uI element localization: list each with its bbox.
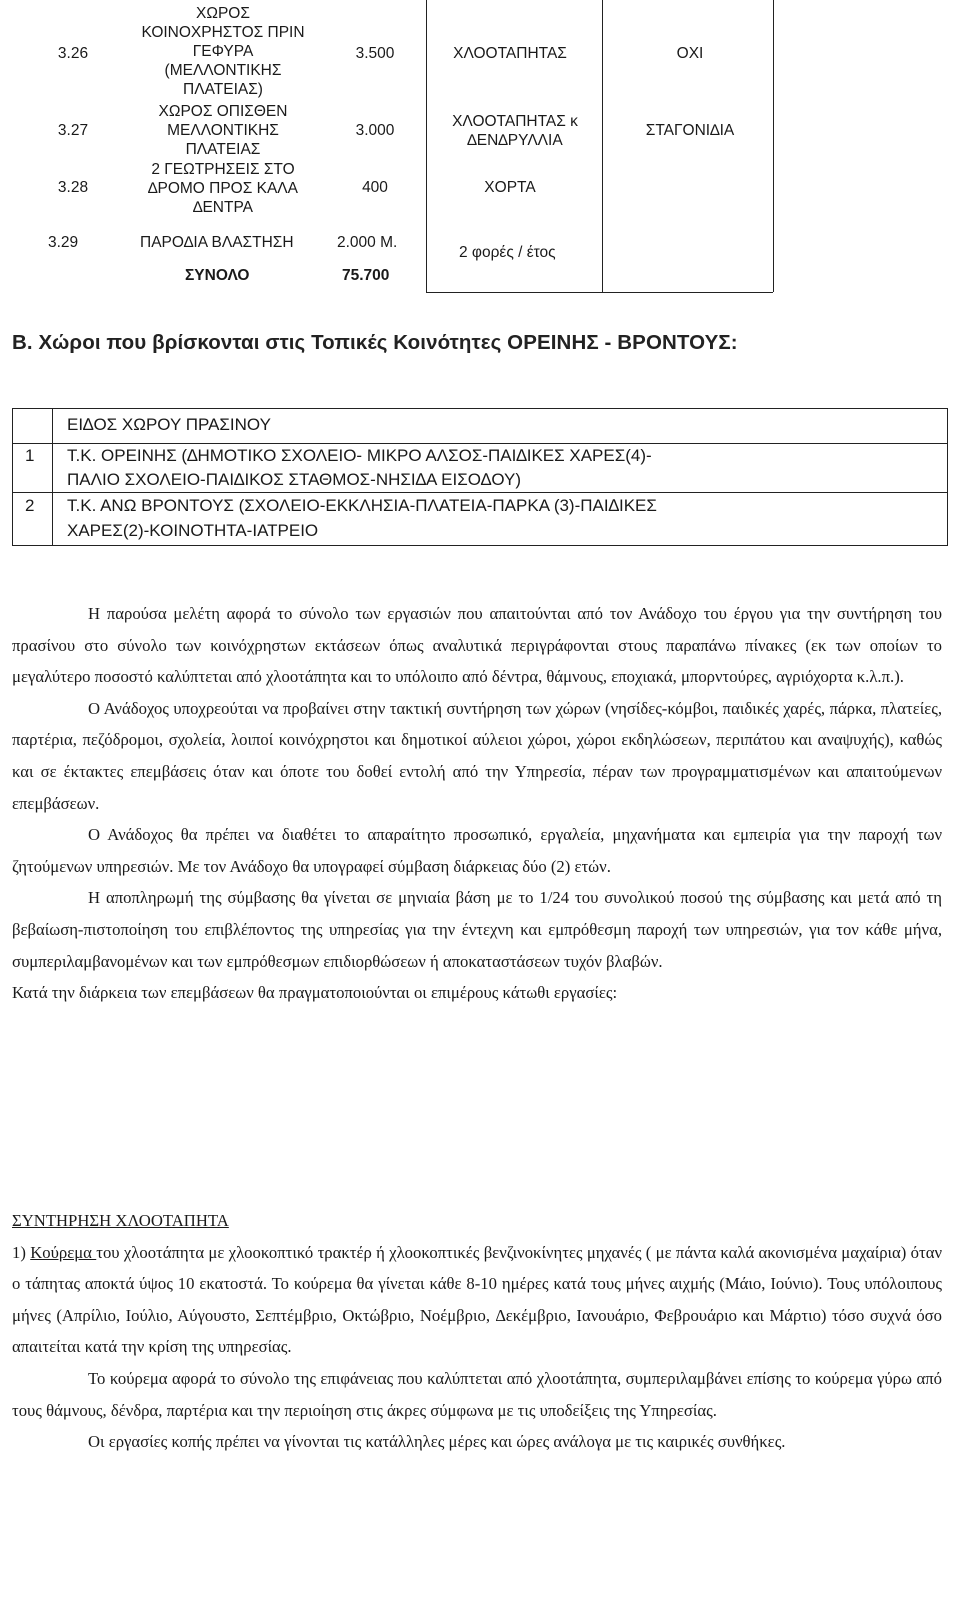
- irrigation-value: ΟΧΙ: [676, 45, 704, 62]
- area-value: 400: [362, 179, 388, 196]
- paragraph: Κατά την διάρκεια των επεμβάσεων θα πραγματοποιούνται οι επιμέρους κάτωθι εργασίες:: [12, 983, 618, 1003]
- row-text: Τ.Κ. ΟΡΕΙΝΗΣ (∆ΗΜΟΤΙΚΟ ΣΧΟΛΕΙΟ- ΜΙΚΡΟ ΑΛΣΟΣ-ΠΑΙ∆ΙΚΕΣ ΧΑΡΕΣ(4)-: [67, 446, 652, 465]
- table-border: [602, 0, 603, 292]
- row-number: 3.26: [57, 45, 89, 62]
- item-number: 1): [12, 1242, 26, 1262]
- irrigation-value: ΣΤΑΓΟΝΙ∆ΙΑ: [645, 122, 735, 139]
- table-header: ΕΙ∆ΟΣ ΧΩΡΟΥ ΠΡΑΣΙΝΟΥ: [67, 415, 271, 434]
- row-text: Τ.Κ. ΑΝΩ ΒΡΟΝΤΟΥΣ (ΣΧΟΛΕΙΟ-ΕΚΚΛΗΣΙΑ-ΠΛΑΤΕΙΑ-ΠΑΡΚΑ (3)-ΠΑΙ∆ΙΚΕΣ: [67, 496, 657, 515]
- lawn-section: [12, 1205, 942, 1458]
- lawn-heading: ΣΥΝΤΗΡΗΣΗ ΧΛΟΟΤΑΠΗΤΑ: [12, 1211, 229, 1230]
- section-heading: Β. Χώροι που βρίσκονται στις Τοπικές Κοινότητες ΟΡΕΙΝΗΣ - ΒΡΟΝΤΟΥΣ:: [12, 331, 738, 354]
- row-number: 2: [25, 496, 35, 515]
- area-value: 3.000: [355, 122, 395, 139]
- row-number: 3.27: [57, 122, 89, 139]
- paragraph: Το κούρεμα αφορά το σύνολο της επιφάνειας που καλύπτεται από χλοοτάπητα, συμπεριλαμβάνει επίσης το κούρεμα γύρω από τους θάμνους, δένδρα, παρτέρια και την περιοίηση στις άκρες σύμφωνα με τις υποδείξεις της Υπηρεσίας.: [12, 1368, 942, 1420]
- row-number: 3.29: [48, 234, 79, 251]
- cover-type: ΧΟΡΤΑ: [484, 179, 536, 196]
- place-name: 2 ΓΕΩΤΡΗΣΕΙΣ ΣΤΟ ∆ΡΟΜΟ ΠΡΟΣ ΚΑΛΑ ∆ΕΝΤΡΑ: [148, 161, 298, 216]
- paragraph: Η αποπληρωμή της σύμβασης θα γίνεται σε μηνιαία βάση με το 1/24 του συνολικού ποσού της σύμβασης και μετά από τη βεβαίωση-πιστοποίηση του επιβλέποντος της υπηρεσίας για την έντεχνη και εμπρόθεσμη παροχή των υπηρεσιών, για τον κάθε μήνα, συμπεριλαμβανομένων και των εμπρόθεσμων επιδιορθώσεων ή αποκαταστάσεων τυχόν βλαβών.: [12, 888, 942, 971]
- area-value: 2.000 Μ.: [337, 234, 398, 251]
- row-text: ΠΑΛΙΟ ΣΧΟΛΕΙΟ-ΠΑΙ∆ΙΚΟΣ ΣΤΑΘΜΟΣ-ΝΗΣΙ∆Α ΕΙΣΟ∆ΟΥ): [67, 470, 522, 489]
- paragraph: Ο Ανάδοχος υποχρεούται να προβαίνει στην τακτική συντήρηση των χώρων (νησίδες-κόμβοι, παιδικές χαρές, πάρκα, πλατείες, παρτέρια, πεζόδρομοι, σχολεία, λοιποί κοινόχρηστοι και δημοτικοί αύλειοι χώροι, χώροι εκδηλώσεων, περιπάτου και αναψυχής), καθώς και σε έκτακτες επεμβάσεις όταν και όποτε του δοθεί εντολή από την Υπηρεσία, πέραν των προγραμματισμένων και απαιτούμενων επεμβάσεων.: [12, 698, 942, 813]
- table-border: [12, 492, 947, 493]
- row-number: 3.28: [57, 179, 89, 196]
- row-number: 1: [25, 446, 35, 465]
- table-border: [426, 0, 427, 292]
- place-name: ΧΩΡΟΣ ΟΠΙΣΘΕΝ ΜΕΛΛΟΝΤΙΚΗΣ ΠΛΑΤΕΙΑΣ: [158, 103, 288, 158]
- section-heading: [12, 1205, 942, 1237]
- total-label: ΣΥΝΟΛΟ: [185, 267, 250, 284]
- table-border: [426, 292, 773, 293]
- item-text: του χλοοτάπητα με χλοοκοπτικό τρακτέρ ή χλοοκοπτικές βενζινοκίνητες μηχανές ( με πάντα καλά ακονισμένα μαχαίρια) όταν ο τάπητας αποκτά ύψος 10 εκατοστά. Το κούρεμα θα γίνεται κάθε 8-10 ημέρες κατά τους μήνες αιχμής (Μάιο, Ιούνιο). Τους υπόλοιπους μήνες (Απρίλιο, Ιούλιο, Αύγουστο, Σεπτέμβριο, Οκτώβριο, Νοέμβριο, ∆εκέμβριο, Ιανουάριο, Φεβρουάριο και Μάρτιο) τόσο συχνά όσο απαιτείται κατά την κρίση της υπηρεσίας.: [12, 1242, 942, 1357]
- top-table: [0, 0, 960, 292]
- place-name: ΠΑΡΟ∆ΙΑ ΒΛΑΣΤΗΣΗ: [140, 234, 294, 251]
- cover-type: ΧΛΟΟΤΑΠΗΤΑΣ: [453, 45, 567, 62]
- area-value: 3.500: [355, 45, 395, 62]
- place-name: ΧΩΡΟΣ ΚΟΙΝΟΧΡΗΣΤΟΣ ΠΡΙΝ ΓΕΦΥΡΑ (ΜΕΛΛΟΝΤΙΚΗΣ ΠΛΑΤΕΙΑΣ): [141, 5, 305, 98]
- table-border: [773, 0, 774, 292]
- paragraph: Οι εργασίες κοπής πρέπει να γίνονται τις κατάλληλες μέρες και ώρες ανάλογα με τις καιρικές συνθήκες.: [88, 1432, 786, 1452]
- cover-type: ΧΛΟΟΤΑΠΗΤΑΣ κ ∆ΕΝ∆ΡΥΛΛΙΑ: [452, 113, 578, 149]
- total-value: 75.700: [342, 267, 390, 284]
- list-item: [12, 1237, 942, 1363]
- body-text: [12, 598, 942, 1009]
- paragraph: Η παρούσα μελέτη αφορά το σύνολο των εργασιών που απαιτούνται από τον Ανάδοχο του έργου για την συντήρηση του πρασίνου στο σύνολο των κοινόχρηστων εκτάσεων όπως αναλυτικά περιγράφονται στους παραπάνω πίνακες (εκ των οποίων το μεγαλύτερο ποσοστό καλύπτεται από χλοοτάπητα και το υπόλοιπο από δέντρα, θάμνους, εποχιακά, μπορντούρες, αγριόχορτα κ.λ.π.).: [12, 604, 942, 687]
- green-spaces-table: [12, 408, 947, 545]
- paragraph: Ο Ανάδοχος θα πρέπει να διαθέτει το απαραίτητο προσωπικό, εργαλεία, μηχανήματα και εμπειρία για την παροχή των ζητούμενων υπηρεσιών. Με τον Ανάδοχο θα υπογραφεί σύμβαση διάρκειας δύο (2) ετών.: [12, 825, 942, 876]
- table-border: [52, 408, 53, 545]
- frequency: 2 φορές / έτος: [459, 244, 556, 261]
- item-title: Κούρεμα: [30, 1242, 97, 1262]
- row-text: ΧΑΡΕΣ(2)-ΚΟΙΝΟΤΗΤΑ-ΙΑΤΡΕΙΟ: [67, 521, 319, 540]
